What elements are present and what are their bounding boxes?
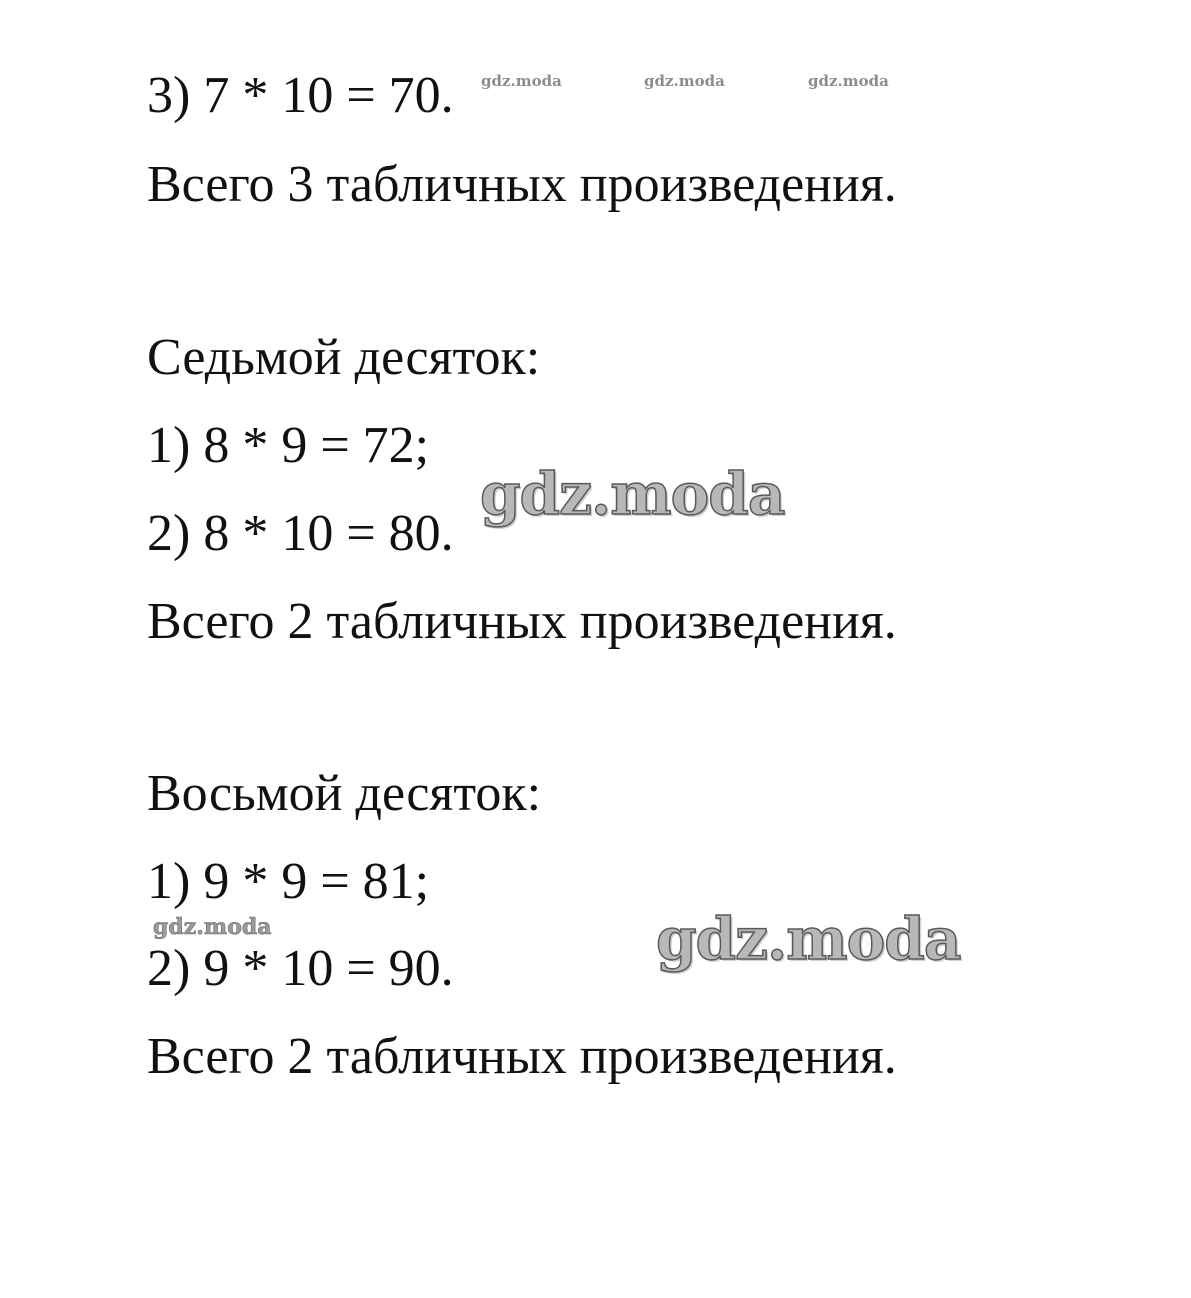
section-heading: Восьмой десяток: [147, 765, 542, 822]
text-line: 2) 9 * 10 = 90. [147, 940, 454, 997]
watermark: gdz.moda [153, 914, 272, 940]
text-line: 1) 9 * 9 = 81; [147, 853, 430, 910]
text-line: 2) 8 * 10 = 80. [147, 505, 454, 562]
watermark: gdz.moda [480, 460, 785, 528]
text-line: Всего 3 табличных произведения. [147, 156, 897, 213]
watermark: gdz.moda [644, 72, 725, 90]
watermark: gdz.moda [808, 72, 889, 90]
section-heading: Седьмой десяток: [147, 329, 541, 386]
watermark: gdz.moda [481, 72, 562, 90]
text-line: 1) 8 * 9 = 72; [147, 417, 430, 474]
text-line: Всего 2 табличных произведения. [147, 593, 897, 650]
text-line: Всего 2 табличных произведения. [147, 1028, 897, 1085]
text-line: 3) 7 * 10 = 70. [147, 67, 454, 124]
watermark: gdz.moda [656, 905, 961, 973]
